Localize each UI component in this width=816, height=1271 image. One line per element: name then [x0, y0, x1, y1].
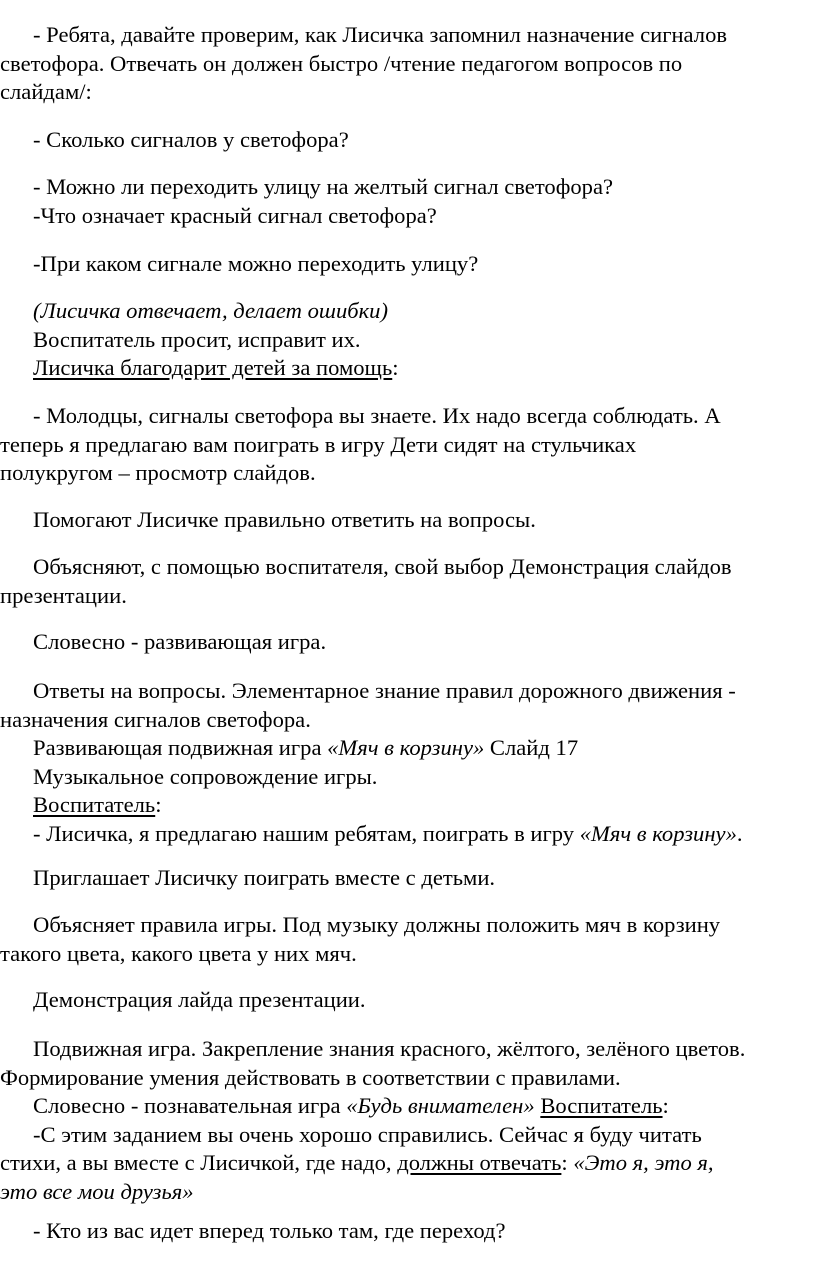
text-line: Ответы на вопросы. Элементарное знание правил дорожного движения - — [33, 678, 736, 703]
text-fragment: : — [561, 1150, 574, 1175]
text-line: -При каком сигнале можно переходить улицу? — [33, 251, 479, 276]
text-fragment: : — [662, 1093, 669, 1118]
text-line: Объясняют, с помощью воспитателя, свой выбор Демонстрация слайдов — [33, 554, 732, 579]
text-line: теперь я предлагаю вам поиграть в игру Дети сидят на стульчиках — [0, 431, 637, 457]
text-fragment: : — [155, 792, 162, 817]
text-fragment: - Лисичка, я предлагаю нашим ребятам, поиграть в игру — [33, 820, 580, 846]
text-line — [0, 820, 816, 849]
text-fragment: стихи, а вы вместе с Лисичкой, где надо, — [0, 1150, 398, 1175]
paragraph-invite-fox — [0, 864, 816, 893]
paragraph-slide-demo — [0, 986, 816, 1015]
paragraph-explain-choice — [0, 553, 816, 610]
text-line — [0, 354, 816, 383]
paragraph-fox-answers — [0, 297, 816, 383]
text-line: -С этим заданием вы очень хорошо справились. Сейчас я буду читать — [33, 1121, 702, 1147]
italic-text: «Мяч в корзину» — [327, 735, 485, 760]
text-line — [0, 1149, 816, 1178]
paragraph-game-rules — [0, 911, 816, 968]
text-fragment: : — [392, 355, 399, 380]
underlined-text: Воспитатель — [33, 792, 156, 817]
text-line: Помогают Лисичке правильно ответить на вопросы. — [33, 507, 536, 532]
text-line: назначения сигналов светофора. — [0, 706, 311, 732]
text-line: такого цвета, какого цвета у них мяч. — [0, 940, 357, 966]
text-line-italic: это все мои друзья» — [0, 1178, 194, 1204]
text-line-italic: (Лисичка отвечает, делает ошибки) — [33, 298, 389, 323]
text-line: Воспитатель просит, исправит их. — [33, 326, 361, 352]
paragraph-verbal-game — [0, 628, 816, 657]
italic-text: «Это я, это я, — [573, 1150, 714, 1175]
underlined-text: Воспитатель — [540, 1093, 663, 1118]
underlined-text: должны отвечать — [397, 1150, 562, 1175]
paragraph-final-question — [0, 1217, 816, 1246]
text-line: Объясняет правила игры. Под музыку должны положить мяч в корзину — [33, 912, 721, 937]
text-line — [0, 1092, 816, 1121]
paragraph-ball-game — [0, 677, 816, 848]
paragraph-intro — [0, 21, 816, 107]
text-line: - Сколько сигналов у светофора? — [33, 127, 349, 152]
text-line: Приглашает Лисичку поиграть вместе с детьми. — [33, 865, 496, 890]
text-line: светофора. Отвечать он должен быстро /чтение педагогом вопросов по — [0, 50, 683, 76]
text-line: Демонстрация лайда презентации. — [33, 987, 366, 1012]
text-line — [0, 734, 816, 763]
text-fragment: Развивающая подвижная игра — [33, 735, 328, 760]
paragraph-help-fox — [0, 506, 816, 535]
text-line: Подвижная игра. Закрепление знания красного, жёлтого, зелёного цветов. — [33, 1036, 746, 1061]
paragraph-well-done — [0, 402, 816, 488]
text-line: Словесно - развивающая игра. — [33, 629, 327, 654]
text-line: презентации. — [0, 582, 127, 608]
italic-text: «Мяч в корзину» — [579, 820, 737, 846]
text-line — [0, 791, 816, 820]
text-line: - Можно ли переходить улицу на желтый сигнал светофора? — [33, 174, 614, 199]
text-line: Музыкальное сопровождение игры. — [33, 763, 378, 789]
text-line: полукругом – просмотр слайдов. — [0, 460, 316, 485]
text-line: слайдам/: — [0, 79, 92, 104]
paragraph-questions-2-3 — [0, 173, 816, 230]
paragraph-question-1 — [0, 126, 816, 155]
text-fragment: . — [736, 820, 743, 846]
text-line: - Молодцы, сигналы светофора вы знаете. Их надо всегда соблюдать. А — [33, 403, 721, 428]
paragraph-active-game — [0, 1035, 816, 1206]
italic-text: «Будь внимателен» — [346, 1093, 535, 1118]
text-line: -Что означает красный сигнал светофора? — [33, 202, 437, 228]
text-line: Формирование умения действовать в соответствии с правилами. — [0, 1064, 621, 1090]
text-fragment: Словесно - познавательная игра — [33, 1093, 347, 1118]
text-line: - Ребята, давайте проверим, как Лисичка запомнил назначение сигналов — [33, 22, 728, 47]
underlined-text: Лисичка благодарит детей за помощь — [33, 355, 393, 380]
paragraph-question-4 — [0, 250, 816, 279]
text-line: - Кто из вас идет вперед только там, где переход? — [33, 1218, 506, 1243]
text-fragment: Слайд 17 — [484, 735, 579, 760]
